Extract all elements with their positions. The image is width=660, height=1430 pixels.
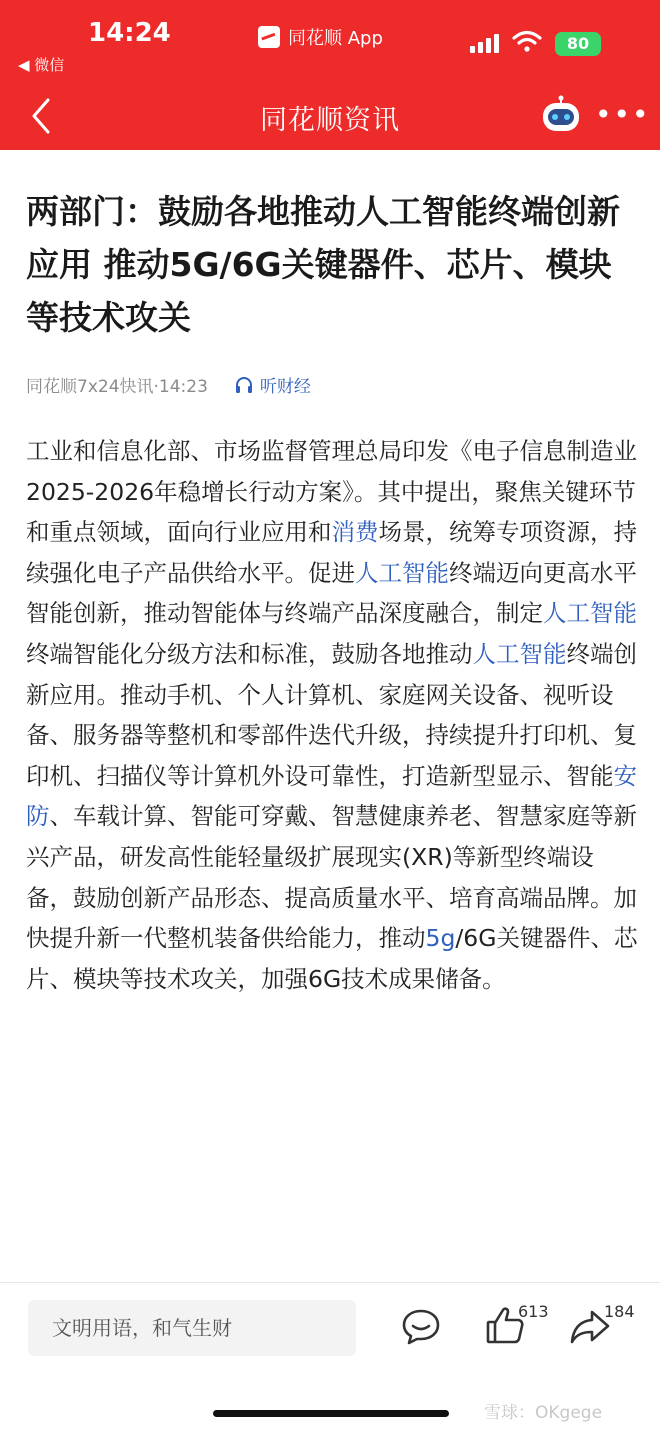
xueqiu-watermark: 雪球：OKgege — [484, 1403, 603, 1423]
link-consumption[interactable]: 消费 — [331, 518, 379, 547]
app-header — [0, 0, 660, 150]
body-text-2: 场景，统筹专项资源，持续强化电子产品供给水平。促进 — [26, 518, 637, 587]
body-text-4: 终端智能化分级方法和标准，鼓励各地推动 — [26, 639, 473, 668]
ai-assistant-icon[interactable] — [540, 95, 582, 135]
comment-icon[interactable] — [400, 1306, 442, 1348]
body-text-5: 终端创新应用。推动手机、个人计算机、家庭网关设备、视听设备、服务器等整机和零部件迭代升级，持续提升打印机、复印机、扫描仪等计算机外设可靠性，打造新型显示、智能 — [26, 639, 637, 790]
bottom-divider — [0, 1282, 660, 1283]
article-title: 两部门：鼓励各地推动人工智能终端创新应用 推动5G/6G关键器件、芯片、模块等技术攻关 — [26, 192, 620, 337]
ths-logo-icon — [258, 26, 280, 48]
page-title: 同花顺资讯 — [260, 105, 400, 136]
link-ai-3[interactable]: 人工智能 — [472, 639, 567, 668]
share-count: 184 — [604, 1302, 635, 1321]
article — [26, 185, 638, 999]
home-indicator[interactable] — [213, 1410, 449, 1417]
more-options-icon[interactable]: ••• — [595, 98, 651, 131]
signal-icon — [470, 34, 499, 53]
status-time: 14:24 — [88, 18, 171, 48]
article-source-time: 同花顺7x24快讯·14:23 — [26, 377, 208, 397]
like-count: 613 — [518, 1302, 549, 1321]
wifi-icon — [512, 30, 542, 52]
body-text-7: /6G关键器件、芯片、模块等技术攻关，加强6G技术成果储备。 — [26, 924, 638, 993]
link-5g[interactable]: 5g — [425, 924, 456, 953]
comment-input[interactable]: 文明用语，和气生财 — [28, 1300, 356, 1356]
status-app-name: 同花顺 App — [288, 28, 383, 49]
body-text-1: 工业和信息化部、市场监督管理总局印发《电子信息制造业2025-2026年稳增长行动方案》。其中提出，聚焦关键环节和重点领域，面向行业应用和 — [26, 437, 637, 547]
status-app-indicator — [258, 24, 383, 50]
battery-indicator: 80 — [555, 32, 601, 56]
listen-button[interactable] — [234, 372, 311, 397]
headphones-icon — [234, 375, 254, 395]
article-body — [26, 431, 638, 999]
listen-label: 听财经 — [259, 377, 311, 397]
link-security[interactable]: 安防 — [26, 761, 637, 831]
link-ai-1[interactable]: 人工智能 — [355, 558, 449, 587]
back-to-wechat[interactable]: ◀ 微信 — [18, 56, 65, 74]
body-text-6: 、车载计算、智能可穿戴、智慧健康养老、智慧家庭等新兴产品，研发高性能轻量级扩展现实(XR)等新型终端设备，鼓励创新产品形态、提高质量水平、培育高端品牌。加快提升新一代整机装备供给能力，推动 — [26, 802, 637, 953]
body-text-3: 终端迈向更高水平智能创新，推动智能体与终端产品深度融合，制定 — [26, 558, 637, 628]
article-meta — [26, 372, 638, 397]
link-ai-2[interactable]: 人工智能 — [543, 599, 637, 628]
